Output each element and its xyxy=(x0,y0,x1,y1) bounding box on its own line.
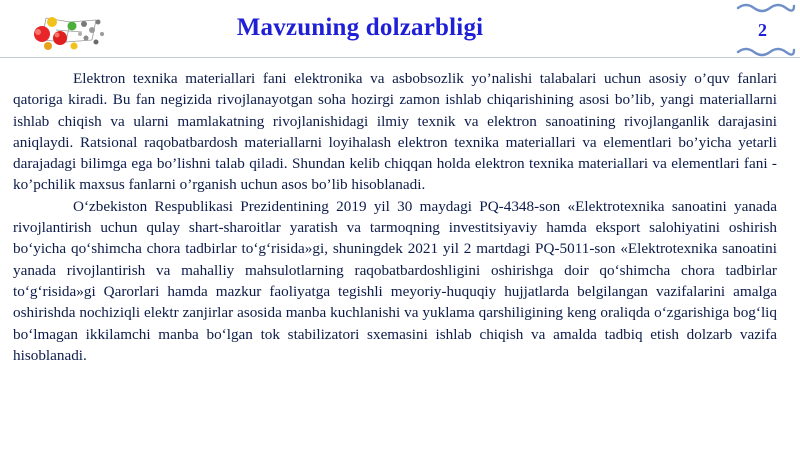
slide-title: Mavzuning dolzarbligi xyxy=(236,14,484,41)
page-number: 2 xyxy=(758,20,767,40)
slide-body xyxy=(13,68,777,366)
slide-header xyxy=(0,0,800,58)
body-paragraph: Elektron texnika materiallari fani elektronika va asbobsozlik yo’nalishi talabalari uchun asosiy o’quv fanlari qatoriga kiradi. Bu fan negizida rivojlanayotgan soha hozirgi zamon ishlab chiqarishining asosi bo’lib, yangi materiallarni ishlab chiqish va ularni mamlakatning rivojlanishidagi ilmiy texnik va elektron sanoatining rivojlanganlik darajasini aniqlaydi. Ratsional raqobatbardosh materiallarni loyihalash elektron texnika materiallari va elementlari bo’yicha yetarli darajadagi bilimga ega bo’lishni talab qiladi. Shundan kelib chiqqan holda elektron texnika materiallari va elementlari fani - ko’pchilik maxsus fanlarni o’rganish uchun asos bo’lib hisoblanadi. xyxy=(13,70,777,194)
header-divider xyxy=(0,57,800,58)
body-paragraph: O‘zbekiston Respublikasi Prezidentining 2019 yil 30 maydagi PQ-4348-son «Elektrotexnika sanoatini yanada rivojlantirish uchun qulay shart-sharoitlar yaratish va tarmoqning investitsiyaviy hamda eksport salohiyatini oshirish bo‘yicha qo‘shimcha chora tadbirlar to‘g‘risida»gi, shuningdek 2021 yil 2 martdagi PQ-5011-son «Elektrotexnika sanoatini yanada rivojlantirish va mahalliy mahsulotlarning raqobatbardoshligini oshirishga doir qo‘shimcha chora tadbirlar to‘g‘risida»gi Qarorlari hamda mazkur faoliyatga tegishli meyoriy-huquqiy hujjatlarda belgilangan vazifalarini amalga oshirishda nochiziqli elektr zanjirlar asosida manba kuchlanishi va yuklama qarshiligining keng oraliqda o‘zgarishiga bog‘liq bo‘lmagan ikkilamchi manba bo‘lgan tok stabilizatori sxemasini ishlab chiqish va amalda tadbiq etish dolzarb vazifa hisoblanadi. xyxy=(13,197,777,364)
